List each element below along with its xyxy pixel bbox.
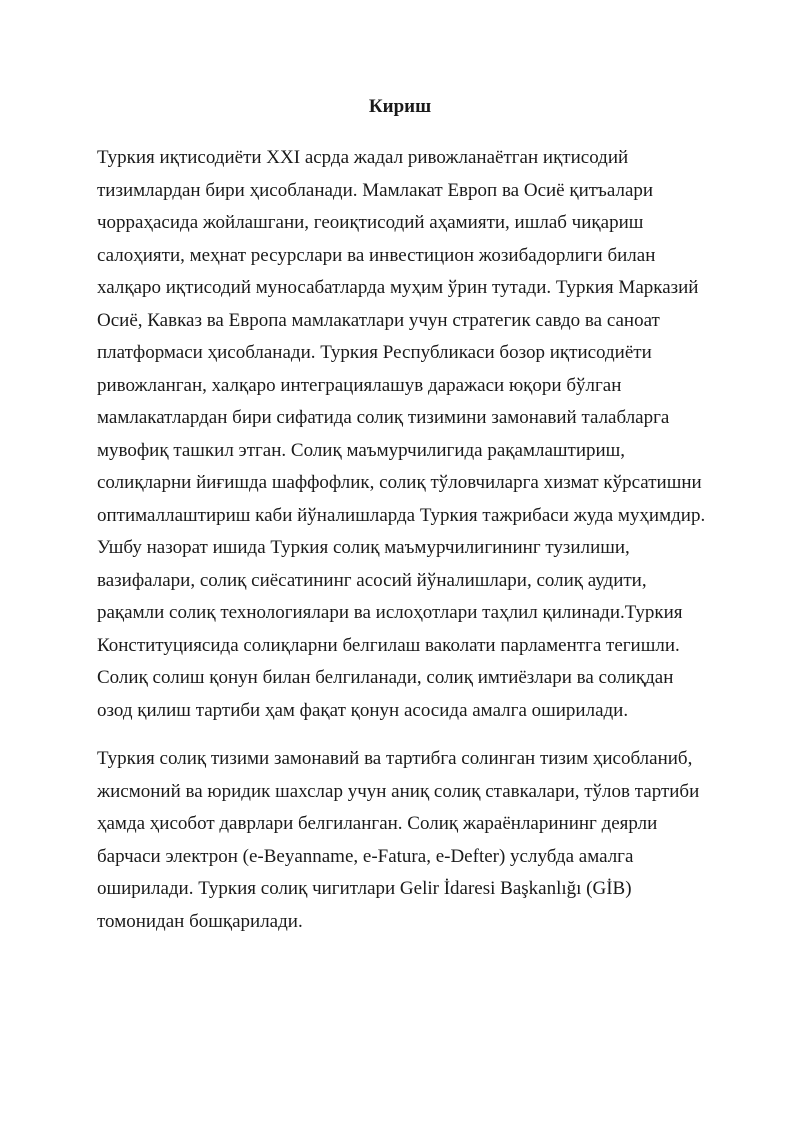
paragraph-line: Солиқ солиш қонун билан белгиланади, солиқ имтиёзлари ва солиқдан bbox=[97, 667, 674, 688]
paragraph-line: оптималлаштириш каби йўналишларда Туркия тажрибаси жуда муҳимдир. bbox=[97, 504, 706, 526]
paragraph-2 bbox=[97, 743, 717, 938]
paragraph-line: халқаро иқтисодий муносабатларда муҳим ўрин тутади. Туркия Марказий bbox=[97, 277, 699, 298]
paragraph-line: ҳамда ҳисобот даврлари белгиланган. Солиқ жараёнларининг деярли bbox=[97, 813, 658, 834]
paragraph-1 bbox=[97, 142, 717, 727]
paragraph-line: жисмоний ва юридик шахслар учун аниқ солиқ ставкалари, тўлов тартиби bbox=[97, 780, 700, 802]
page-title: Кириш bbox=[368, 96, 432, 117]
paragraph-line: чорраҳасида жойлашгани, геоиқтисодий аҳамияти, ишлаб чиқариш bbox=[97, 212, 644, 233]
paragraph-line: оширилади. Туркия солиқ чигитлари Gelir İdaresi Başkanlığı (GİB) bbox=[97, 878, 632, 899]
paragraph-line: салоҳияти, меҳнат ресурслари ва инвестицион жозибадорлиги билан bbox=[97, 244, 656, 266]
paragraph-line: Осиё, Кавказ ва Европа мамлакатлари учун стратегик савдо ва саноат bbox=[97, 309, 660, 331]
paragraph-line: Конституциясида солиқларни белгилаш ваколати парламентга тегишли. bbox=[97, 634, 680, 656]
paragraph-line: томонидан бошқарилади. bbox=[97, 910, 303, 932]
paragraph-line: платформаси ҳисобланади. Туркия Республикаси бозор иқтисодиёти bbox=[97, 342, 652, 363]
paragraph-line: Туркия иқтисодиёти XXI асрда жадал ривожланаётган иқтисодий bbox=[97, 147, 629, 168]
paragraph-line: мувофиқ ташкил этган. Солиқ маъмурчилигида рақамлаштириш, bbox=[97, 439, 626, 461]
paragraph-line: Ушбу назорат ишида Туркия солиқ маъмурчилигининг тузилиши, bbox=[97, 537, 630, 558]
paragraph-line: тизимлардан бири ҳисобланади. Мамлакат Европ ва Осиё қитъалари bbox=[97, 179, 654, 201]
paragraph-line: ривожланган, халқаро интеграциялашув даражаси юқори бўлган bbox=[97, 374, 622, 396]
paragraph-line: барчаси электрон (e-Beyanname, e-Fatura, e-Defter) услубда амалга bbox=[97, 845, 634, 867]
paragraph-line: вазифалари, солиқ сиёсатининг асосий йўналишлари, солиқ аудити, bbox=[97, 569, 647, 591]
paragraph-line: озод қилиш тартиби ҳам фақат қонун асосида амалга оширилади. bbox=[97, 699, 629, 721]
paragraph-line: рақамли солиқ технологиялари ва ислоҳотлари таҳлил қилинади.Туркия bbox=[97, 602, 683, 623]
paragraph-line: Туркия солиқ тизими замонавий ва тартибга солинган тизим ҳисобланиб, bbox=[97, 748, 693, 769]
paragraph-line: мамлакатлардан бири сифатида солиқ тизимини замонавий талабларга bbox=[97, 407, 670, 428]
paragraph-line: солиқларни йиғишда шаффофлик, солиқ тўловчиларга хизмат кўрсатишни bbox=[97, 472, 702, 493]
